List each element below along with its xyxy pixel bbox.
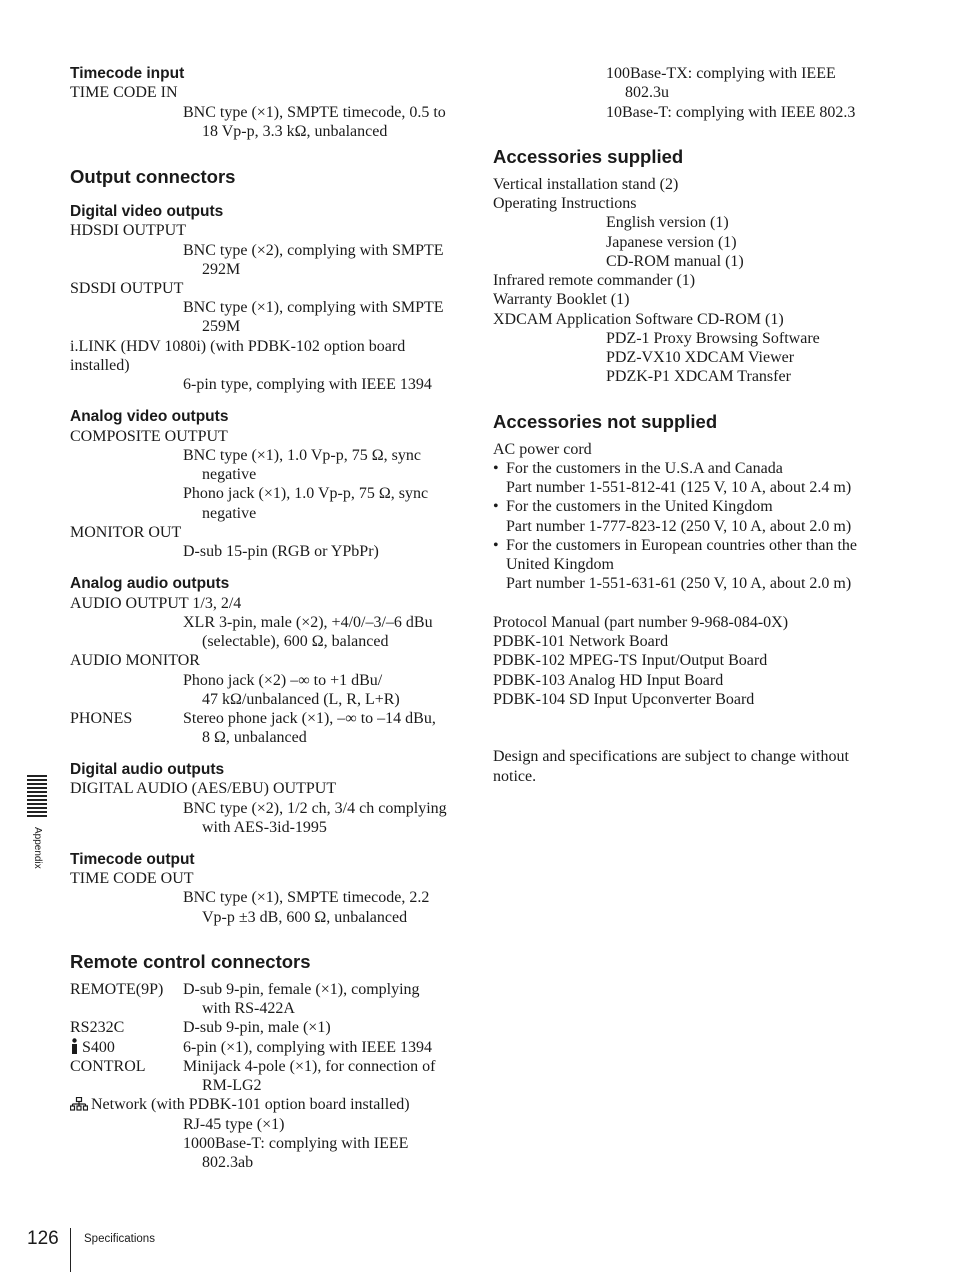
accessory-subitem: PDZ-1 Proxy Browsing Software [606, 330, 820, 347]
remote-control-heading: Remote control connectors [70, 951, 311, 972]
remote9p-label: REMOTE(9P) [70, 981, 164, 998]
network-desc: 802.3ab [202, 1154, 254, 1171]
network-desc-cont: 10Base-T: complying with IEEE 802.3 [606, 104, 856, 121]
control-label: CONTROL [70, 1058, 146, 1075]
network-desc-cont: 802.3u [625, 84, 669, 101]
tc-out-desc: BNC type (×1), SMPTE timecode, 2.2 [183, 889, 430, 906]
tc-out-label: TIME CODE OUT [70, 870, 194, 887]
cord-region: For the customers in European countries other than the [506, 537, 858, 554]
side-section-label: Appendix [32, 827, 43, 869]
bullet-marker: • [493, 537, 499, 554]
optional-item: PDBK-104 SD Input Upconverter Board [493, 691, 755, 708]
timecode-input-title: Timecode input [70, 65, 185, 82]
optional-item: PDBK-101 Network Board [493, 633, 669, 650]
remote9p-desc: with RS-422A [202, 1000, 295, 1017]
network-label: Network (with PDBK-101 option board installed) [91, 1096, 410, 1113]
accessory-subitem: English version (1) [606, 214, 729, 231]
s400-row [70, 1038, 115, 1057]
digital-video-outputs-title: Digital video outputs [70, 203, 224, 220]
optional-item: Protocol Manual (part number 9-968-084-0X) [493, 614, 789, 631]
accessory-subitem: CD-ROM manual (1) [606, 253, 744, 270]
tc-in-label: TIME CODE IN [70, 84, 178, 101]
phones-label: PHONES [70, 710, 133, 727]
cord-region: For the customers in the United Kingdom [506, 498, 773, 515]
footer-section-title: Specifications [84, 1233, 155, 1245]
ilink-desc: 6-pin type, complying with IEEE 1394 [183, 376, 432, 393]
composite-desc: negative [202, 505, 257, 522]
sdsdi-desc: BNC type (×1), complying with SMPTE [183, 299, 444, 316]
section-tab-marker [27, 775, 47, 819]
optional-item: PDBK-102 MPEG-TS Input/Output Board [493, 652, 768, 669]
s400-desc: 6-pin (×1), complying with IEEE 1394 [183, 1039, 432, 1056]
network-desc: 1000Base-T: complying with IEEE [183, 1135, 409, 1152]
s400-label: S400 [82, 1039, 115, 1056]
composite-label: COMPOSITE OUTPUT [70, 428, 228, 445]
aes-label: DIGITAL AUDIO (AES/EBU) OUTPUT [70, 780, 337, 797]
hdsdi-label: HDSDI OUTPUT [70, 222, 186, 239]
sdsdi-desc: 259M [202, 318, 241, 335]
ilink-icon [70, 1038, 79, 1054]
analog-video-outputs-title: Analog video outputs [70, 408, 229, 425]
accessory-subitem: PDZK-P1 XDCAM Transfer [606, 368, 791, 385]
ac-power-cord: AC power cord [493, 441, 592, 458]
bullet-marker: • [493, 460, 499, 477]
phones-desc: 8 Ω, unbalanced [202, 729, 307, 746]
accessories-not-supplied-heading: Accessories not supplied [493, 411, 718, 432]
tc-in-desc: 18 Vp-p, 3.3 kΩ, unbalanced [202, 123, 388, 140]
monitor-desc: D-sub 15-pin (RGB or YPbPr) [183, 543, 379, 560]
aes-desc: with AES-3id-1995 [202, 819, 327, 836]
phones-desc: Stereo phone jack (×1), –∞ to –14 dBu, [183, 710, 436, 727]
audio-output-desc: (selectable), 600 Ω, balanced [202, 633, 389, 650]
analog-audio-outputs-title: Analog audio outputs [70, 575, 230, 592]
cord-region: For the customers in the U.S.A and Canada [506, 460, 783, 477]
network-desc: RJ-45 type (×1) [183, 1116, 285, 1133]
network-desc-cont: 100Base-TX: complying with IEEE [606, 65, 836, 82]
accessory-subitem: Japanese version (1) [606, 234, 737, 251]
audio-monitor-desc: 47 kΩ/unbalanced (L, R, L+R) [202, 691, 400, 708]
accessory-item: Infrared remote commander (1) [493, 272, 696, 289]
control-desc: RM-LG2 [202, 1077, 262, 1094]
optional-item: PDBK-103 Analog HD Input Board [493, 672, 724, 689]
rs232c-label: RS232C [70, 1019, 125, 1036]
composite-desc: BNC type (×1), 1.0 Vp-p, 75 Ω, sync [183, 447, 421, 464]
audio-monitor-desc: Phono jack (×2) –∞ to +1 dBu/ [183, 672, 383, 689]
remote9p-desc: D-sub 9-pin, female (×1), complying [183, 981, 420, 998]
tc-in-desc: BNC type (×1), SMPTE timecode, 0.5 to [183, 104, 446, 121]
specs-note: notice. [493, 768, 537, 785]
footer-divider [70, 1228, 71, 1272]
audio-output-desc: XLR 3-pin, male (×2), +4/0/–3/–6 dBu [183, 614, 433, 631]
digital-audio-outputs-title: Digital audio outputs [70, 761, 225, 778]
page-number: 126 [27, 1228, 59, 1249]
ilink-label: installed) [70, 357, 130, 374]
composite-desc: Phono jack (×1), 1.0 Vp-p, 75 Ω, sync [183, 485, 429, 502]
audio-monitor-label: AUDIO MONITOR [70, 652, 200, 669]
rs232c-desc: D-sub 9-pin, male (×1) [183, 1019, 331, 1036]
cord-region: United Kingdom [506, 556, 614, 573]
hdsdi-desc: BNC type (×2), complying with SMPTE [183, 242, 444, 259]
network-icon [70, 1097, 88, 1111]
aes-desc: BNC type (×2), 1/2 ch, 3/4 ch complying [183, 800, 447, 817]
accessory-item: Vertical installation stand (2) [493, 176, 679, 193]
ilink-label: i.LINK (HDV 1080i) (with PDBK-102 option board [70, 338, 406, 355]
output-connectors-heading: Output connectors [70, 166, 236, 187]
sdsdi-label: SDSDI OUTPUT [70, 280, 184, 297]
audio-output-label: AUDIO OUTPUT 1/3, 2/4 [70, 595, 242, 612]
monitor-label: MONITOR OUT [70, 524, 182, 541]
control-desc: Minijack 4-pole (×1), for connection of [183, 1058, 436, 1075]
accessory-item: Operating Instructions [493, 195, 637, 212]
bullet-marker: • [493, 498, 499, 515]
composite-desc: negative [202, 466, 257, 483]
accessory-subitem: PDZ-VX10 XDCAM Viewer [606, 349, 795, 366]
timecode-output-title: Timecode output [70, 851, 195, 868]
network-row [70, 1095, 410, 1114]
accessories-supplied-heading: Accessories supplied [493, 146, 684, 167]
hdsdi-desc: 292M [202, 261, 241, 278]
specs-note: Design and specifications are subject to change without [493, 748, 849, 765]
accessory-item: XDCAM Application Software CD-ROM (1) [493, 311, 784, 328]
cord-part-number: Part number 1-551-631-61 (250 V, 10 A, about 2.0 m) [506, 575, 852, 592]
tc-out-desc: Vp-p ±3 dB, 600 Ω, unbalanced [202, 909, 408, 926]
accessory-item: Warranty Booklet (1) [493, 291, 630, 308]
cord-part-number: Part number 1-551-812-41 (125 V, 10 A, about 2.4 m) [506, 479, 852, 496]
cord-part-number: Part number 1-777-823-12 (250 V, 10 A, about 2.0 m) [506, 518, 852, 535]
